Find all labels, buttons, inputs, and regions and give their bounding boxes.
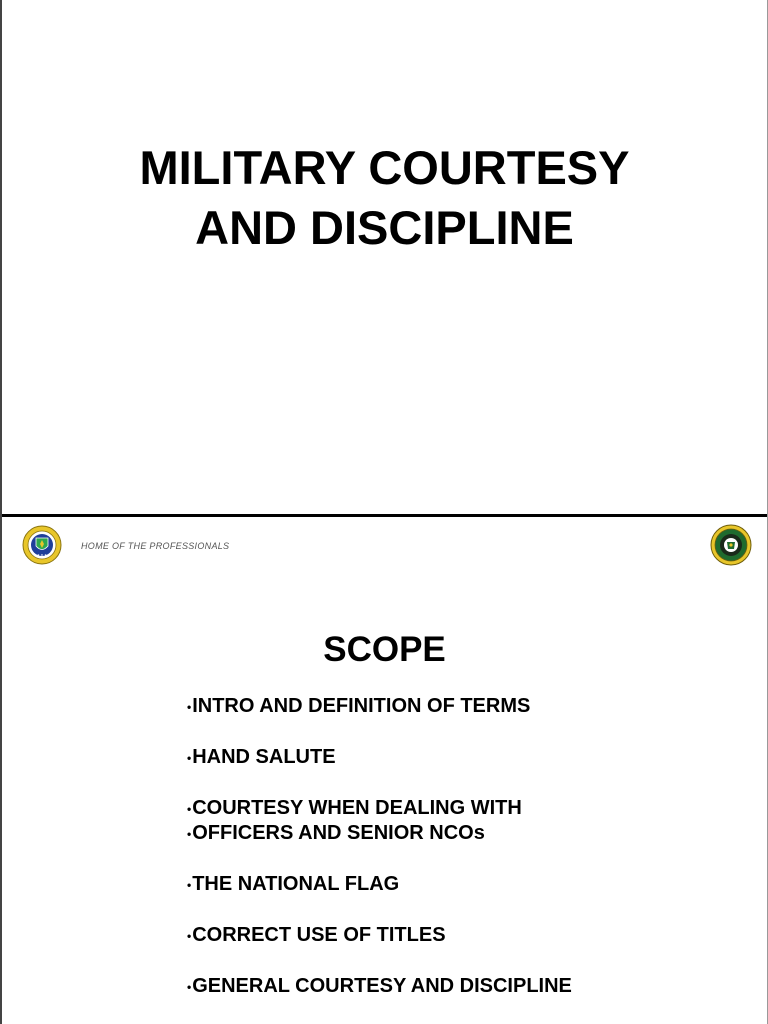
svg-text:★ ★ ★: ★ ★ ★ (37, 553, 47, 557)
list-item (187, 974, 572, 999)
list-item-text: THE NATIONAL FLAG (192, 873, 400, 895)
school-seal-icon (22, 525, 62, 565)
slide-footer (2, 517, 767, 576)
bullet-icon: • (187, 827, 192, 841)
bullet-icon: • (187, 929, 192, 943)
list-item-text: HAND SALUTE (192, 746, 336, 768)
list-item-text: OFFICERS AND SENIOR NCOs (192, 822, 485, 844)
bullet-icon: • (187, 980, 192, 994)
slide-title (2, 138, 767, 258)
list-item-text: INTRO AND DEFINITION OF TERMS (192, 695, 531, 717)
list-item-line (187, 821, 572, 846)
list-item-text: COURTESY WHEN DEALING WITH (192, 797, 522, 819)
bullet-icon: • (187, 700, 192, 714)
list-item-line (187, 872, 572, 897)
list-item-line (187, 923, 572, 948)
list-item-line (187, 974, 572, 999)
bullet-icon: • (187, 802, 192, 816)
list-item-text: CORRECT USE OF TITLES (192, 924, 446, 946)
list-item-text: GENERAL COURTESY AND DISCIPLINE (192, 975, 572, 997)
title-line-2: AND DISCIPLINE (195, 201, 574, 254)
bullet-icon: • (187, 878, 192, 892)
list-item (187, 796, 572, 846)
scope-list (187, 694, 572, 1024)
scope-title: SCOPE (323, 630, 446, 669)
list-item (187, 872, 572, 897)
list-item-line (187, 796, 572, 821)
bullet-icon: • (187, 751, 192, 765)
footer-tagline: HOME OF THE PROFESSIONALS (81, 541, 230, 551)
list-item (187, 745, 572, 770)
slide-scope (0, 576, 768, 1024)
list-item (187, 923, 572, 948)
agency-seal-icon (710, 524, 752, 566)
list-item (187, 694, 572, 719)
list-item-line (187, 694, 572, 719)
title-line-1: MILITARY COURTESY (139, 141, 630, 194)
list-item-line (187, 745, 572, 770)
